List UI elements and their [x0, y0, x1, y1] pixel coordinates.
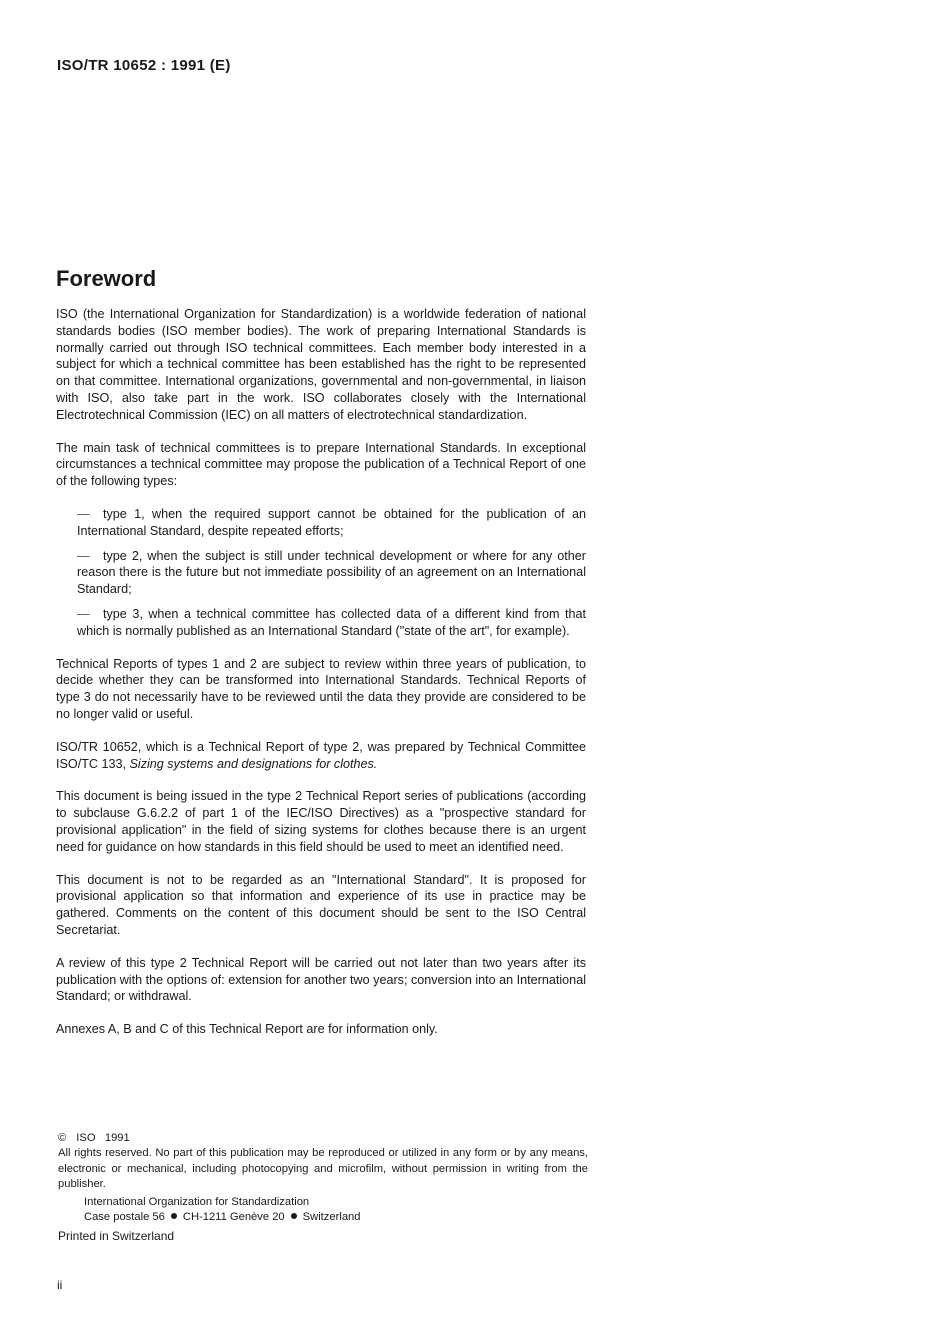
page-number: ii [57, 1278, 63, 1292]
dash-marker: — [77, 606, 90, 621]
publisher-address [84, 1195, 588, 1226]
list-item [77, 506, 586, 540]
copyright-block [58, 1131, 588, 1245]
copyright-line [58, 1131, 588, 1146]
bullet-icon [291, 1213, 297, 1219]
list-item [77, 548, 586, 598]
list-item-text: type 3, when a technical committee has collected data of a different kind from that which is normally published as an International Standard ("state of the art", for example). [77, 606, 586, 638]
committee-title: Sizing systems and designations for clothes. [129, 756, 378, 771]
copyright-owner: ISO [76, 1132, 96, 1144]
address-city: CH-1211 Genève 20 [182, 1211, 285, 1224]
paragraph-technical-committees: The main task of technical committees is to prepare International Standards. In exceptional circumstances a technical committee may propose the publication of a Technical Report of one of the following types: [56, 440, 586, 489]
paragraph-status: This document is not to be regarded as an "International Standard". It is proposed for provisional application so that information and experience of its use in practice may be gathered. Comments on the content of this document should be sent to the ISO Central Secretariat. [56, 872, 586, 937]
paragraph-annexes: Annexes A, B and C of this Technical Report are for information only. [56, 1022, 438, 1037]
copyright-icon: © [58, 1132, 67, 1144]
copyright-year: 1991 [104, 1132, 130, 1144]
paragraph-preparation-text: ISO/TR 10652, which is a Technical Report of type 2, was prepared by Technical Committee ISO/TC 133, [56, 739, 586, 771]
address-postbox: Case postale 56 [84, 1211, 165, 1224]
list-item-text: type 2, when the subject is still under technical development or where for any other reason there is the future but not immediate possibility of an agreement on an International Standard; [77, 548, 586, 597]
list-item [77, 606, 586, 640]
paragraph-review: Technical Reports of types 1 and 2 are subject to review within three years of publication, to decide whether they can be transformed into International Standards. Technical Reports of type 3 do not necessarily have to be reviewed until the data they provide are considered to be no longer valid or useful. [56, 656, 586, 721]
report-types-list [56, 506, 586, 640]
foreword-body [56, 306, 586, 1054]
rights-statement: All rights reserved. No part of this publication may be reproduced or utilized in any form or by any means, electronic or mechanical, including photocopying and microfilm, without permission in writing from the publisher. [58, 1147, 588, 1191]
dash-marker: — [77, 548, 90, 563]
postal-address [84, 1210, 588, 1225]
organization-name: International Organization for Standardization [84, 1195, 310, 1208]
bullet-icon [171, 1213, 177, 1219]
paragraph-iso-intro: ISO (the International Organization for Standardization) is a worldwide federation of national standards bodies (ISO member bodies). The work of preparing International Standards is normally carried out through ISO technical committees. Each member body interested in a subject for which a technical committee has been established has the right to be represented on that committee. International organizations, governmental and non-governmental, in liaison with ISO, also take part in the work. ISO collaborates closely with the International Electrotechnical Commission (IEC) on all matters of electrotechnical standardization. [56, 307, 586, 422]
paragraph-review-schedule: A review of this type 2 Technical Report will be carried out not later than two years after its publication with the options of: extension for another two years; conversion into an International Standard; or withdrawal. [56, 955, 586, 1004]
document-identifier: ISO/TR 10652 : 1991 (E) [57, 57, 231, 74]
page-title: Foreword [56, 266, 157, 291]
address-country: Switzerland [302, 1211, 361, 1224]
printed-in: Printed in Switzerland [58, 1229, 175, 1244]
list-item-text: type 1, when the required support cannot be obtained for the publication of an International Standard, despite repeated efforts; [77, 506, 586, 538]
paragraph-preparation [56, 739, 586, 773]
dash-marker: — [77, 506, 90, 521]
paragraph-issuance: This document is being issued in the type 2 Technical Report series of publications (according to subclause G.6.2.2 of part 1 of the IEC/ISO Directives) as a "prospective standard for provisional application" in the field of sizing systems for clothes because there is an urgent need for guidance on how standards in this field should be used to meet an identified need. [56, 789, 586, 854]
